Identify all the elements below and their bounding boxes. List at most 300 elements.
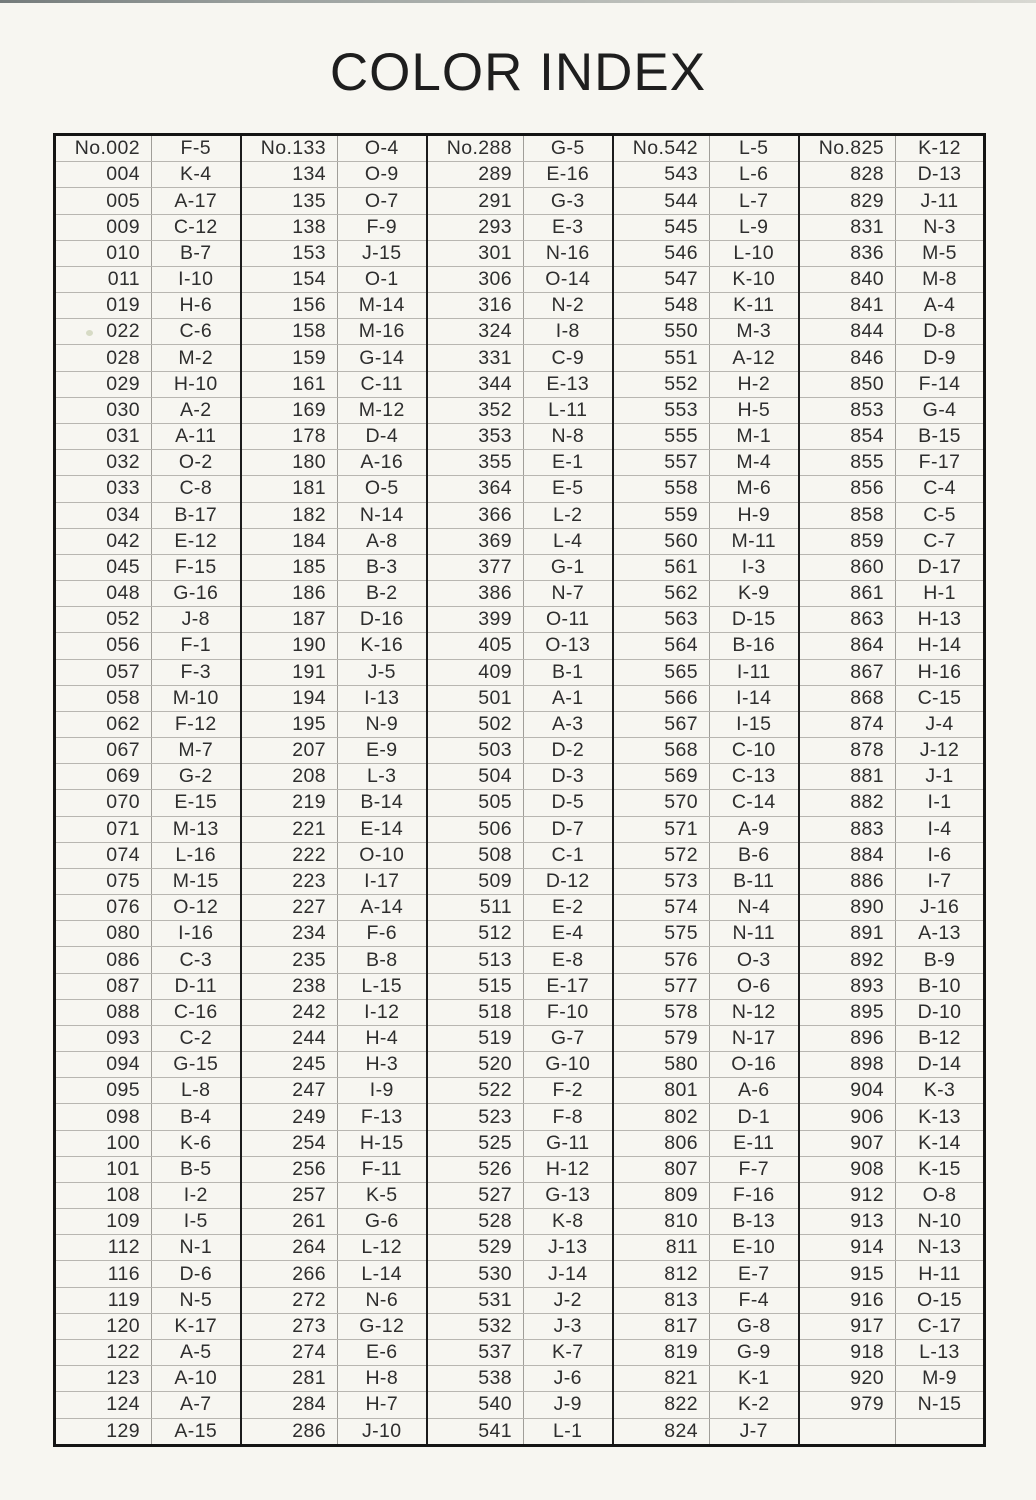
index-number-cell: 249 <box>241 1104 338 1130</box>
table-row <box>55 1182 985 1208</box>
index-number-cell <box>799 1418 896 1445</box>
index-number-cell: 505 <box>427 790 524 816</box>
color-code-cell: M-6 <box>710 476 799 502</box>
index-number-cell: 570 <box>613 790 710 816</box>
color-code-cell: N-12 <box>710 999 799 1025</box>
color-code-cell: D-5 <box>524 790 613 816</box>
index-number-cell: 344 <box>427 371 524 397</box>
index-number-cell: 291 <box>427 188 524 214</box>
color-code-cell: N-2 <box>524 293 613 319</box>
index-number-cell: 281 <box>241 1366 338 1392</box>
color-code-cell: A-10 <box>152 1366 241 1392</box>
color-code-cell: G-13 <box>524 1182 613 1208</box>
index-number-cell: 564 <box>613 633 710 659</box>
index-number-cell: 195 <box>241 711 338 737</box>
table-row <box>55 842 985 868</box>
table-row <box>55 816 985 842</box>
index-number-cell: 069 <box>55 764 152 790</box>
index-number-cell: 562 <box>613 581 710 607</box>
color-code-cell: L-6 <box>710 162 799 188</box>
index-number-cell: 364 <box>427 476 524 502</box>
color-code-cell: A-16 <box>338 450 427 476</box>
color-code-cell: K-6 <box>152 1130 241 1156</box>
index-number-cell: 884 <box>799 842 896 868</box>
index-number-cell: 574 <box>613 895 710 921</box>
index-number-cell: 546 <box>613 240 710 266</box>
color-code-cell: L-13 <box>896 1340 985 1366</box>
color-code-cell: A-4 <box>896 293 985 319</box>
color-code-cell: O-3 <box>710 947 799 973</box>
color-code-cell: O-13 <box>524 633 613 659</box>
index-number-cell: 864 <box>799 633 896 659</box>
index-number-cell: 831 <box>799 214 896 240</box>
index-number-cell: 234 <box>241 921 338 947</box>
color-code-cell: K-4 <box>152 162 241 188</box>
color-code-cell: K-10 <box>710 266 799 292</box>
index-number-cell: 545 <box>613 214 710 240</box>
color-code-cell: O-5 <box>338 476 427 502</box>
index-number-cell: 565 <box>613 659 710 685</box>
table-row <box>55 1025 985 1051</box>
color-code-cell: G-5 <box>524 135 613 162</box>
index-number-cell: 208 <box>241 764 338 790</box>
index-number-cell: 138 <box>241 214 338 240</box>
index-number-cell: 551 <box>613 345 710 371</box>
index-number-cell: 979 <box>799 1392 896 1418</box>
index-number-cell: 186 <box>241 581 338 607</box>
index-number-cell: 916 <box>799 1287 896 1313</box>
color-code-cell: L-7 <box>710 188 799 214</box>
index-number-cell: 812 <box>613 1261 710 1287</box>
color-code-cell: B-2 <box>338 581 427 607</box>
color-code-cell: B-1 <box>524 659 613 685</box>
color-code-cell: C-1 <box>524 842 613 868</box>
scan-top-edge <box>0 0 1036 3</box>
index-number-cell: 101 <box>55 1156 152 1182</box>
index-number-cell: 182 <box>241 502 338 528</box>
index-number-cell: 912 <box>799 1182 896 1208</box>
index-number-cell: 898 <box>799 1052 896 1078</box>
index-number-cell: 301 <box>427 240 524 266</box>
color-code-cell: E-15 <box>152 790 241 816</box>
color-code-cell: K-9 <box>710 581 799 607</box>
table-row <box>55 1418 985 1445</box>
color-code-cell: J-2 <box>524 1287 613 1313</box>
index-number-cell: 532 <box>427 1313 524 1339</box>
color-code-cell: H-8 <box>338 1366 427 1392</box>
index-number-cell: 577 <box>613 973 710 999</box>
index-number-cell: 169 <box>241 397 338 423</box>
index-number-cell: 257 <box>241 1182 338 1208</box>
index-number-cell: 034 <box>55 502 152 528</box>
color-code-cell: O-16 <box>710 1052 799 1078</box>
color-code-cell: G-12 <box>338 1313 427 1339</box>
index-number-cell: 541 <box>427 1418 524 1445</box>
color-code-cell: E-2 <box>524 895 613 921</box>
index-number-cell: 867 <box>799 659 896 685</box>
index-number-cell: 045 <box>55 554 152 580</box>
color-code-cell: K-13 <box>896 1104 985 1130</box>
color-code-cell: H-10 <box>152 371 241 397</box>
table-row <box>55 1313 985 1339</box>
color-code-cell: D-16 <box>338 607 427 633</box>
index-number-cell: 022 <box>55 319 152 345</box>
color-code-cell: N-10 <box>896 1209 985 1235</box>
table-row <box>55 1052 985 1078</box>
color-code-cell: N-16 <box>524 240 613 266</box>
index-number-cell: 523 <box>427 1104 524 1130</box>
color-code-cell: O-4 <box>338 135 427 162</box>
color-code-cell: F-15 <box>152 554 241 580</box>
index-number-cell: 161 <box>241 371 338 397</box>
color-code-cell: N-8 <box>524 423 613 449</box>
index-number-cell: 153 <box>241 240 338 266</box>
index-number-cell: 098 <box>55 1104 152 1130</box>
index-number-cell: 882 <box>799 790 896 816</box>
color-code-cell: K-2 <box>710 1392 799 1418</box>
color-code-cell: L-4 <box>524 528 613 554</box>
color-code-cell: C-10 <box>710 738 799 764</box>
color-code-cell: H-9 <box>710 502 799 528</box>
table-row <box>55 790 985 816</box>
index-number-cell: 920 <box>799 1366 896 1392</box>
index-number-cell: 031 <box>55 423 152 449</box>
index-number-cell: 184 <box>241 528 338 554</box>
color-code-cell: C-3 <box>152 947 241 973</box>
color-code-cell: C-9 <box>524 345 613 371</box>
index-number-cell: 566 <box>613 685 710 711</box>
index-number-cell: 032 <box>55 450 152 476</box>
color-code-cell: I-16 <box>152 921 241 947</box>
color-code-cell: M-15 <box>152 868 241 894</box>
index-number-cell: 841 <box>799 293 896 319</box>
index-number-cell: 861 <box>799 581 896 607</box>
color-code-cell: E-12 <box>152 528 241 554</box>
index-number-cell: 067 <box>55 738 152 764</box>
color-code-cell: O-14 <box>524 266 613 292</box>
color-code-cell: N-4 <box>710 895 799 921</box>
index-number-cell: 853 <box>799 397 896 423</box>
table-row <box>55 502 985 528</box>
index-number-cell: 247 <box>241 1078 338 1104</box>
color-code-cell: A-8 <box>338 528 427 554</box>
index-number-cell: 352 <box>427 397 524 423</box>
color-code-cell: C-2 <box>152 1025 241 1051</box>
index-number-cell: 178 <box>241 423 338 449</box>
color-code-cell: J-5 <box>338 659 427 685</box>
color-code-cell: B-16 <box>710 633 799 659</box>
table-row <box>55 999 985 1025</box>
table-row <box>55 685 985 711</box>
color-code-cell: H-7 <box>338 1392 427 1418</box>
index-number-cell: 221 <box>241 816 338 842</box>
color-code-cell: E-11 <box>710 1130 799 1156</box>
color-code-cell: C-13 <box>710 764 799 790</box>
index-number-cell: 377 <box>427 554 524 580</box>
color-code-cell: M-9 <box>896 1366 985 1392</box>
color-code-cell: K-7 <box>524 1340 613 1366</box>
color-code-cell: D-13 <box>896 162 985 188</box>
color-code-cell: K-15 <box>896 1156 985 1182</box>
color-code-cell: F-11 <box>338 1156 427 1182</box>
color-code-cell: F-2 <box>524 1078 613 1104</box>
index-number-cell: 256 <box>241 1156 338 1182</box>
color-code-cell: K-17 <box>152 1313 241 1339</box>
color-code-cell: D-15 <box>710 607 799 633</box>
color-code-cell: I-12 <box>338 999 427 1025</box>
color-code-cell: D-1 <box>710 1104 799 1130</box>
table-body <box>55 135 985 1446</box>
color-code-cell: L-5 <box>710 135 799 162</box>
index-number-cell: 094 <box>55 1052 152 1078</box>
index-number-cell: 134 <box>241 162 338 188</box>
color-code-cell: K-11 <box>710 293 799 319</box>
index-number-cell: 821 <box>613 1366 710 1392</box>
table-row <box>55 738 985 764</box>
index-number-cell: 526 <box>427 1156 524 1182</box>
index-number-cell: 908 <box>799 1156 896 1182</box>
color-code-cell: G-7 <box>524 1025 613 1051</box>
index-number-cell: 520 <box>427 1052 524 1078</box>
index-number-cell: 508 <box>427 842 524 868</box>
index-number-cell: 503 <box>427 738 524 764</box>
index-number-cell: 261 <box>241 1209 338 1235</box>
index-number-cell: 801 <box>613 1078 710 1104</box>
index-number-cell: 522 <box>427 1078 524 1104</box>
table-row <box>55 711 985 737</box>
color-code-cell: F-16 <box>710 1182 799 1208</box>
color-code-cell: H-4 <box>338 1025 427 1051</box>
index-number-cell: 856 <box>799 476 896 502</box>
index-number-cell: 528 <box>427 1209 524 1235</box>
table-row <box>55 1340 985 1366</box>
color-code-cell: O-8 <box>896 1182 985 1208</box>
index-number-cell: 907 <box>799 1130 896 1156</box>
color-code-cell: G-6 <box>338 1209 427 1235</box>
color-code-cell: N-1 <box>152 1235 241 1261</box>
color-code-cell: F-14 <box>896 371 985 397</box>
color-code-cell: C-17 <box>896 1313 985 1339</box>
index-number-cell: 306 <box>427 266 524 292</box>
index-number-cell: 828 <box>799 162 896 188</box>
color-code-cell: I-14 <box>710 685 799 711</box>
index-number-cell: 076 <box>55 895 152 921</box>
color-code-cell: O-12 <box>152 895 241 921</box>
table-row <box>55 921 985 947</box>
index-number-cell: 519 <box>427 1025 524 1051</box>
color-code-cell: F-4 <box>710 1287 799 1313</box>
color-code-cell: I-5 <box>152 1209 241 1235</box>
index-number-cell: 575 <box>613 921 710 947</box>
color-code-cell: D-7 <box>524 816 613 842</box>
color-code-cell: O-11 <box>524 607 613 633</box>
index-number-cell: 504 <box>427 764 524 790</box>
index-number-cell: 238 <box>241 973 338 999</box>
color-code-cell: B-7 <box>152 240 241 266</box>
table-row <box>55 1392 985 1418</box>
color-code-cell: I-9 <box>338 1078 427 1104</box>
index-number-cell: 029 <box>55 371 152 397</box>
color-code-cell: N-7 <box>524 581 613 607</box>
color-code-cell: N-9 <box>338 711 427 737</box>
index-number-cell: 918 <box>799 1340 896 1366</box>
color-code-cell: B-9 <box>896 947 985 973</box>
color-code-cell: D-6 <box>152 1261 241 1287</box>
color-code-cell: E-3 <box>524 214 613 240</box>
index-number-cell: 811 <box>613 1235 710 1261</box>
table-row <box>55 947 985 973</box>
color-code-cell: L-8 <box>152 1078 241 1104</box>
index-number-cell: 219 <box>241 790 338 816</box>
index-number-cell: 266 <box>241 1261 338 1287</box>
color-code-cell: O-1 <box>338 266 427 292</box>
index-number-cell: 567 <box>613 711 710 737</box>
table-row <box>55 633 985 659</box>
index-number-cell: 813 <box>613 1287 710 1313</box>
table-row <box>55 423 985 449</box>
color-code-cell: I-7 <box>896 868 985 894</box>
index-number-cell: 512 <box>427 921 524 947</box>
index-number-cell: 112 <box>55 1235 152 1261</box>
index-number-cell: 033 <box>55 476 152 502</box>
color-code-cell: O-6 <box>710 973 799 999</box>
index-number-cell: 191 <box>241 659 338 685</box>
color-code-cell: I-17 <box>338 868 427 894</box>
index-number-cell: 573 <box>613 868 710 894</box>
table-row <box>55 266 985 292</box>
color-code-cell: F-3 <box>152 659 241 685</box>
index-number-cell: 244 <box>241 1025 338 1051</box>
index-number-cell: 502 <box>427 711 524 737</box>
color-code-cell: H-3 <box>338 1052 427 1078</box>
table-row <box>55 371 985 397</box>
index-number-cell: 537 <box>427 1340 524 1366</box>
index-number-cell: No.002 <box>55 135 152 162</box>
index-number-cell: 501 <box>427 685 524 711</box>
index-number-cell: 855 <box>799 450 896 476</box>
index-number-cell: No.288 <box>427 135 524 162</box>
color-code-cell: J-1 <box>896 764 985 790</box>
table-row <box>55 764 985 790</box>
index-number-cell: 553 <box>613 397 710 423</box>
index-number-cell: 868 <box>799 685 896 711</box>
color-code-cell: G-15 <box>152 1052 241 1078</box>
color-code-cell: K-1 <box>710 1366 799 1392</box>
color-code-cell: A-7 <box>152 1392 241 1418</box>
index-number-cell: 011 <box>55 266 152 292</box>
color-code-cell: L-3 <box>338 764 427 790</box>
color-code-cell: G-14 <box>338 345 427 371</box>
index-number-cell: 579 <box>613 1025 710 1051</box>
color-code-cell: I-13 <box>338 685 427 711</box>
color-code-cell: B-13 <box>710 1209 799 1235</box>
color-code-cell: B-5 <box>152 1156 241 1182</box>
index-number-cell: 180 <box>241 450 338 476</box>
table-row <box>55 554 985 580</box>
index-number-cell: 070 <box>55 790 152 816</box>
index-number-cell: 863 <box>799 607 896 633</box>
index-number-cell: 048 <box>55 581 152 607</box>
color-code-cell <box>896 1418 985 1445</box>
index-number-cell: 119 <box>55 1287 152 1313</box>
index-number-cell: 222 <box>241 842 338 868</box>
index-number-cell: 844 <box>799 319 896 345</box>
color-code-cell: M-2 <box>152 345 241 371</box>
color-code-cell: F-10 <box>524 999 613 1025</box>
index-number-cell: 511 <box>427 895 524 921</box>
color-code-cell: I-4 <box>896 816 985 842</box>
index-number-cell: 355 <box>427 450 524 476</box>
color-code-cell: N-6 <box>338 1287 427 1313</box>
color-code-cell: N-3 <box>896 214 985 240</box>
color-code-cell: H-14 <box>896 633 985 659</box>
color-code-cell: D-10 <box>896 999 985 1025</box>
table-row <box>55 868 985 894</box>
color-code-cell: G-9 <box>710 1340 799 1366</box>
color-code-cell: H-11 <box>896 1261 985 1287</box>
index-number-cell: 399 <box>427 607 524 633</box>
color-code-cell: O-7 <box>338 188 427 214</box>
color-code-cell: I-15 <box>710 711 799 737</box>
index-number-cell: 052 <box>55 607 152 633</box>
index-number-cell: 289 <box>427 162 524 188</box>
color-code-cell: N-14 <box>338 502 427 528</box>
index-number-cell: 525 <box>427 1130 524 1156</box>
index-number-cell: 004 <box>55 162 152 188</box>
color-code-cell: J-9 <box>524 1392 613 1418</box>
color-code-cell: B-11 <box>710 868 799 894</box>
color-code-cell: N-17 <box>710 1025 799 1051</box>
index-number-cell: 917 <box>799 1313 896 1339</box>
color-code-cell: J-13 <box>524 1235 613 1261</box>
index-number-cell: 513 <box>427 947 524 973</box>
color-code-cell: A-3 <box>524 711 613 737</box>
index-number-cell: 543 <box>613 162 710 188</box>
index-number-cell: 810 <box>613 1209 710 1235</box>
table-row <box>55 1104 985 1130</box>
index-number-cell: 058 <box>55 685 152 711</box>
index-number-cell: 915 <box>799 1261 896 1287</box>
color-code-cell: B-3 <box>338 554 427 580</box>
color-code-cell: D-8 <box>896 319 985 345</box>
index-number-cell: 181 <box>241 476 338 502</box>
index-number-cell: 254 <box>241 1130 338 1156</box>
color-code-cell: A-6 <box>710 1078 799 1104</box>
color-code-cell: A-1 <box>524 685 613 711</box>
index-number-cell: 120 <box>55 1313 152 1339</box>
index-number-cell: 817 <box>613 1313 710 1339</box>
index-number-cell: 580 <box>613 1052 710 1078</box>
index-number-cell: 353 <box>427 423 524 449</box>
index-number-cell: 886 <box>799 868 896 894</box>
color-code-cell: J-12 <box>896 738 985 764</box>
color-code-cell: N-11 <box>710 921 799 947</box>
index-number-cell: 892 <box>799 947 896 973</box>
index-number-cell: 056 <box>55 633 152 659</box>
index-number-cell: 878 <box>799 738 896 764</box>
color-code-cell: C-6 <box>152 319 241 345</box>
color-code-cell: N-5 <box>152 1287 241 1313</box>
color-code-cell: L-11 <box>524 397 613 423</box>
color-code-cell: A-2 <box>152 397 241 423</box>
table-row <box>55 345 985 371</box>
color-code-cell: B-6 <box>710 842 799 868</box>
table-row <box>55 450 985 476</box>
color-code-cell: G-2 <box>152 764 241 790</box>
color-code-cell: B-10 <box>896 973 985 999</box>
index-number-cell: No.825 <box>799 135 896 162</box>
color-code-cell: D-4 <box>338 423 427 449</box>
